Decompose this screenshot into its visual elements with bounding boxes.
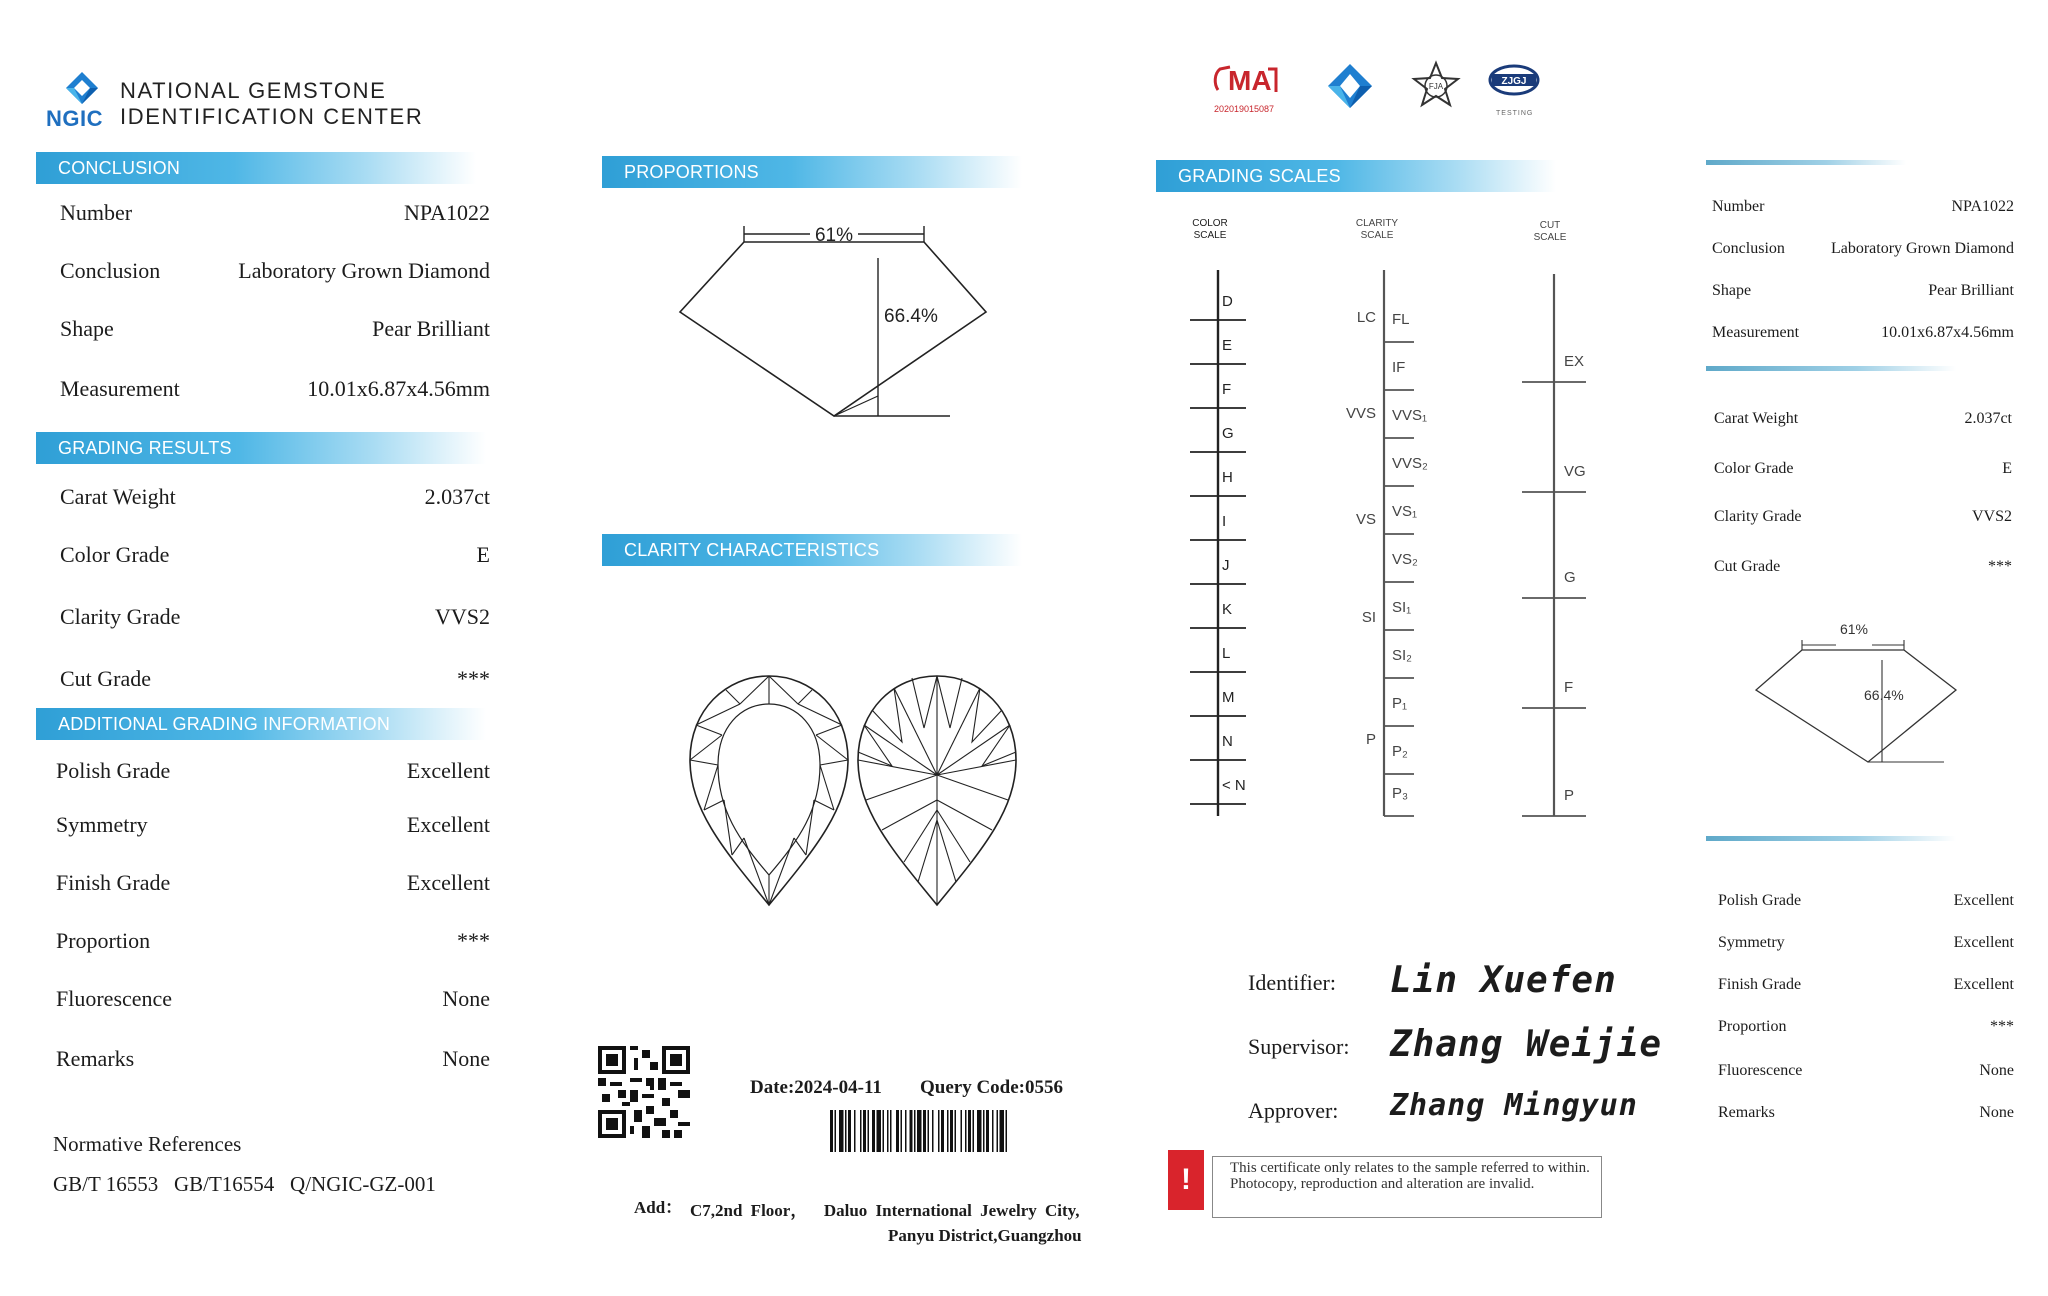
conclusion-row-measurement [60,376,490,402]
color-grade-label: N [1222,733,1233,750]
summary-bottom-value: Excellent [1953,976,2014,993]
summary-bar-bottom [1706,836,1956,841]
signature-lin-xuefen: Lin Xuefen [1390,960,1617,1001]
ngic-seal-icon [1320,60,1380,112]
barcode-bar [986,1110,989,1152]
summary-bottom-value: Excellent [1953,892,2014,909]
conclusion-label: Conclusion [60,258,161,283]
clarity-grade-label: VVS₂ [1392,455,1428,472]
grading-row-cut-grade [60,666,490,692]
clarity-group-label: P [1365,731,1376,748]
additional-row-polish-grade [56,758,490,784]
summary-top-row-measurement [1712,324,2014,342]
barcode-bar [977,1110,982,1152]
color-grade-label: M [1222,689,1235,706]
barcode-bar [835,1110,837,1152]
org-name-line2: IDENTIFICATION CENTER [120,104,424,129]
cut-scale-title [1530,220,1570,244]
barcode-bar [872,1110,875,1152]
barcode-bar [968,1110,971,1152]
fja-text: FJA [1428,82,1444,91]
conclusion-value: 10.01x6.87x4.56mm [307,376,490,401]
summary-bottom-label: Polish Grade [1718,892,1802,909]
barcode-bar [965,1110,967,1152]
conclusion-row-shape [60,316,490,342]
grading-value: *** [457,666,490,691]
clarity-scale-title-1: CLARITY [1355,218,1399,229]
conclusion-banner: CONCLUSION [36,152,476,184]
summary-grade-value: *** [1988,558,2012,575]
summary-top-value: Pear Brilliant [1928,282,2014,299]
barcode-bar [860,1110,862,1152]
barcode-bar [938,1110,940,1152]
summary-grade-value: 2.037ct [1964,410,2012,427]
summary-bottom-row-polish-grade [1718,892,2014,910]
conclusion-row-conclusion [60,258,490,284]
barcode-bar [932,1110,934,1152]
clarity-grade-label: VS₂ [1392,551,1418,568]
summary-grade-label: Clarity Grade [1714,508,1802,525]
clarity-scale-title-2: SCALE [1360,230,1394,241]
summary-table-percent: 61% [1839,621,1869,637]
barcode-bar [868,1110,870,1152]
clarity-grade-label: VS₁ [1392,503,1418,520]
notice-warning-icon: ! [1168,1150,1204,1210]
summary-grade-row-clarity-grade [1714,508,2012,526]
barcode-bar [973,1110,975,1152]
signature-role-identifier: Identifier: [1248,970,1336,995]
org-name-line1: NATIONAL GEMSTONE [120,78,387,103]
color-grade-label: E [1222,337,1233,354]
qr-code-icon[interactable] [598,1046,690,1138]
barcode-bar [955,1110,957,1152]
query-code: Query Code:0556 [920,1077,1064,1098]
ngic-diamond-icon [54,70,110,110]
summary-grade-label: Carat Weight [1714,410,1799,427]
summary-bottom-label: Proportion [1718,1018,1787,1035]
additional-value: Excellent [406,870,490,895]
additional-value: None [442,1046,490,1071]
grading-scales-banner: GRADING SCALES [1156,160,1556,192]
barcode-bar [997,1110,999,1152]
conclusion-label: Shape [60,316,114,341]
summary-bottom-label: Symmetry [1718,934,1785,951]
depth-percent: 66.4% [884,306,938,327]
address-label: Add： [634,1198,683,1217]
proportions-diagram [660,220,1000,430]
additional-row-remarks [56,1046,490,1072]
color-grade-label: I [1222,513,1227,530]
summary-top-value: Laboratory Grown Diamond [1830,240,2014,257]
clarity-group-label: VVS [1345,405,1376,422]
summary-bottom-value: *** [1990,1018,2014,1035]
color-scale-title [1188,218,1232,242]
notice-text: This certificate only relates to the sample referred to within. Photocopy, reproduction and alteration are invalid. [1230,1160,1590,1192]
summary-top-label: Number [1712,198,1765,215]
summary-grade-row-carat-weight [1714,410,2012,428]
normative-refs: GB/T 16553 GB/T16554 Q/NGIC-GZ-001 [53,1172,436,1196]
signature-zhang-weijie: Zhang Weijie [1390,1024,1663,1065]
grading-value: VVS2 [434,604,490,629]
additional-row-fluorescence [56,986,490,1012]
summary-proportions-diagram [1752,620,1962,770]
additional-row-finish-grade [56,870,490,896]
additional-value: Excellent [406,812,490,837]
additional-label: Symmetry [56,812,148,837]
summary-grade-value: E [2002,460,2012,477]
zjgj-text: ZJGJ [1501,76,1527,87]
additional-info-banner: ADDITIONAL GRADING INFORMATION [36,708,486,740]
barcode-bar [845,1110,847,1152]
clarity-group-label: LC [1356,309,1376,326]
clarity-grade-label: P₂ [1392,743,1408,760]
additional-value: Excellent [406,758,490,783]
barcode-bar [950,1110,953,1152]
summary-top-value: NPA1022 [1951,198,2014,215]
summary-grade-label: Color Grade [1714,460,1794,477]
zjgj-sub: TESTING [1496,110,1534,117]
color-grade-label: < N [1222,777,1246,794]
clarity-group-label: SI [1361,609,1376,626]
barcode-bar [914,1110,916,1152]
barcode-bar [961,1110,963,1152]
signature-zhang-mingyun: Zhang Mingyun [1390,1088,1638,1123]
table-percent: 61% [814,225,854,246]
color-grade-label: J [1222,557,1230,574]
barcode-bar [863,1110,866,1152]
additional-label: Fluorescence [56,986,173,1011]
notice-box [1168,1150,1608,1224]
color-grade-label: K [1222,601,1233,618]
barcode-bar [905,1110,907,1152]
conclusion-value: Pear Brilliant [372,316,490,341]
summary-bar-top [1706,160,1906,165]
color-grade-label: L [1222,645,1231,662]
cut-grade-label: P [1564,787,1575,804]
summary-depth-percent: 66.4% [1864,687,1904,703]
summary-grade-row-color-grade [1714,460,2012,478]
barcode-bar [947,1110,949,1152]
clarity-grade-label: SI₁ [1392,599,1412,616]
clarity-grade-label: P₁ [1392,695,1408,712]
summary-grade-label: Cut Grade [1714,558,1781,575]
cma-number: 202019015087 [1214,104,1275,114]
summary-bottom-label: Remarks [1718,1104,1775,1121]
cut-grade-label: VG [1564,463,1586,480]
barcode-bar [848,1110,851,1152]
summary-bottom-value: None [1979,1062,2014,1079]
grading-results-banner: GRADING RESULTS [36,432,486,464]
cma-logo-icon [1210,62,1286,98]
summary-grade-row-cut-grade [1714,558,2012,576]
zjgj-logo-icon [1486,62,1542,102]
cut-scale-title-1: CUT [1539,220,1561,231]
barcode-bar [1000,1110,1005,1152]
barcode-bar [917,1110,922,1152]
summary-bar-mid [1706,366,1956,371]
barcode-bar [896,1110,899,1152]
summary-bottom-label: Fluorescence [1718,1062,1803,1079]
grading-label: Color Grade [60,542,170,567]
color-scale-title-2: SCALE [1193,230,1227,241]
color-grade-label: F [1222,381,1232,398]
cma-mark-text: MA [1228,65,1272,96]
barcode-bar [830,1110,833,1152]
barcode-bar [983,1110,985,1152]
conclusion-label: Measurement [60,376,180,401]
signature-role-approver: Approver: [1248,1098,1339,1123]
barcode-bar [854,1110,856,1152]
clarity-grade-label: VVS₁ [1392,407,1428,424]
clarity-grade-label: IF [1392,359,1406,376]
grading-value: 2.037ct [424,484,490,509]
barcode-bar [887,1110,889,1152]
color-scale-title-1: COLOR [1192,218,1228,229]
clarity-grade-label: P₃ [1392,785,1409,802]
summary-bottom-row-finish-grade [1718,976,2014,994]
summary-top-label: Conclusion [1712,240,1785,257]
additional-label: Remarks [56,1046,135,1071]
clarity-plot-pavilion-icon [852,670,1022,910]
barcode-bar [928,1110,930,1152]
barcode-bar [883,1110,885,1152]
color-grade-label: G [1222,425,1234,442]
signature-role-supervisor: Supervisor: [1248,1034,1350,1059]
barcode-bar [1006,1110,1008,1152]
clarity-grade-label: FL [1392,311,1410,328]
additional-label: Finish Grade [56,870,171,895]
grading-value: E [476,542,490,567]
barcode-bar [941,1110,944,1152]
grading-row-carat-weight [60,484,490,510]
color-grade-label: H [1222,469,1233,486]
barcode-bar [890,1110,892,1152]
clarity-scale-title [1352,218,1402,242]
cut-grade-label: G [1564,569,1576,586]
additional-value: *** [457,928,490,953]
summary-bottom-row-symmetry [1718,934,2014,952]
cut-scale-title-2: SCALE [1533,232,1567,243]
clarity-grade-label: SI₂ [1392,647,1412,664]
summary-bottom-row-proportion [1718,1018,2014,1036]
grading-label: Clarity Grade [60,604,181,629]
summary-bottom-value: Excellent [1953,934,2014,951]
grading-label: Cut Grade [60,666,152,691]
barcode-bar [992,1110,994,1152]
cut-grade-label: EX [1564,353,1585,370]
additional-value: None [442,986,490,1011]
ngic-logo [44,70,124,132]
cut-grade-label: F [1564,679,1574,696]
summary-bottom-label: Finish Grade [1718,976,1802,993]
summary-top-label: Shape [1712,282,1752,299]
accreditation-logos [1210,60,1550,124]
barcode-bar [910,1110,913,1152]
grading-row-color-grade [60,542,490,568]
conclusion-row-number [60,200,490,226]
barcode-bar [901,1110,903,1152]
address-line1: C7,2nd Floor， Daluo International Jewelry City, [690,1201,1080,1220]
normative-title: Normative References [53,1132,242,1156]
address-line2: Panyu District,Guangzhou [888,1226,1082,1245]
additional-label: Polish Grade [56,758,171,783]
barcode-bar [839,1110,844,1152]
summary-top-row-conclusion [1712,240,2014,258]
summary-top-value: 10.01x6.87x4.56mm [1881,324,2014,341]
clarity-characteristics-banner: CLARITY CHARACTERISTICS [602,534,1022,566]
additional-row-symmetry [56,812,490,838]
barcode-icon[interactable] [830,1110,1074,1152]
issue-date: Date:2024-04-11 [750,1077,882,1098]
grading-scales-chart [1170,270,1600,830]
summary-bottom-row-remarks [1718,1104,2014,1122]
clarity-group-label: VS [1355,511,1376,528]
summary-bottom-value: None [1979,1104,2014,1121]
summary-top-label: Measurement [1712,324,1800,341]
barcode-bar [923,1110,926,1152]
summary-grade-value: VVS2 [1971,508,2012,525]
ngic-abbr: NGIC [46,106,103,131]
summary-bottom-row-fluorescence [1718,1062,2014,1080]
summary-top-row-shape [1712,282,2014,300]
barcode-bar [877,1110,882,1152]
color-grade-label: D [1222,293,1233,310]
conclusion-value: NPA1022 [404,200,490,225]
additional-label: Proportion [56,928,151,953]
additional-row-proportion [56,928,490,954]
conclusion-value: Laboratory Grown Diamond [238,258,490,283]
summary-top-row-number [1712,198,2014,216]
grading-label: Carat Weight [60,484,176,509]
conclusion-label: Number [60,200,133,225]
proportions-banner: PROPORTIONS [602,156,1022,188]
clarity-plot-crown-icon [684,670,854,910]
grading-row-clarity-grade [60,604,490,630]
fja-star-seal-icon [1410,60,1462,112]
